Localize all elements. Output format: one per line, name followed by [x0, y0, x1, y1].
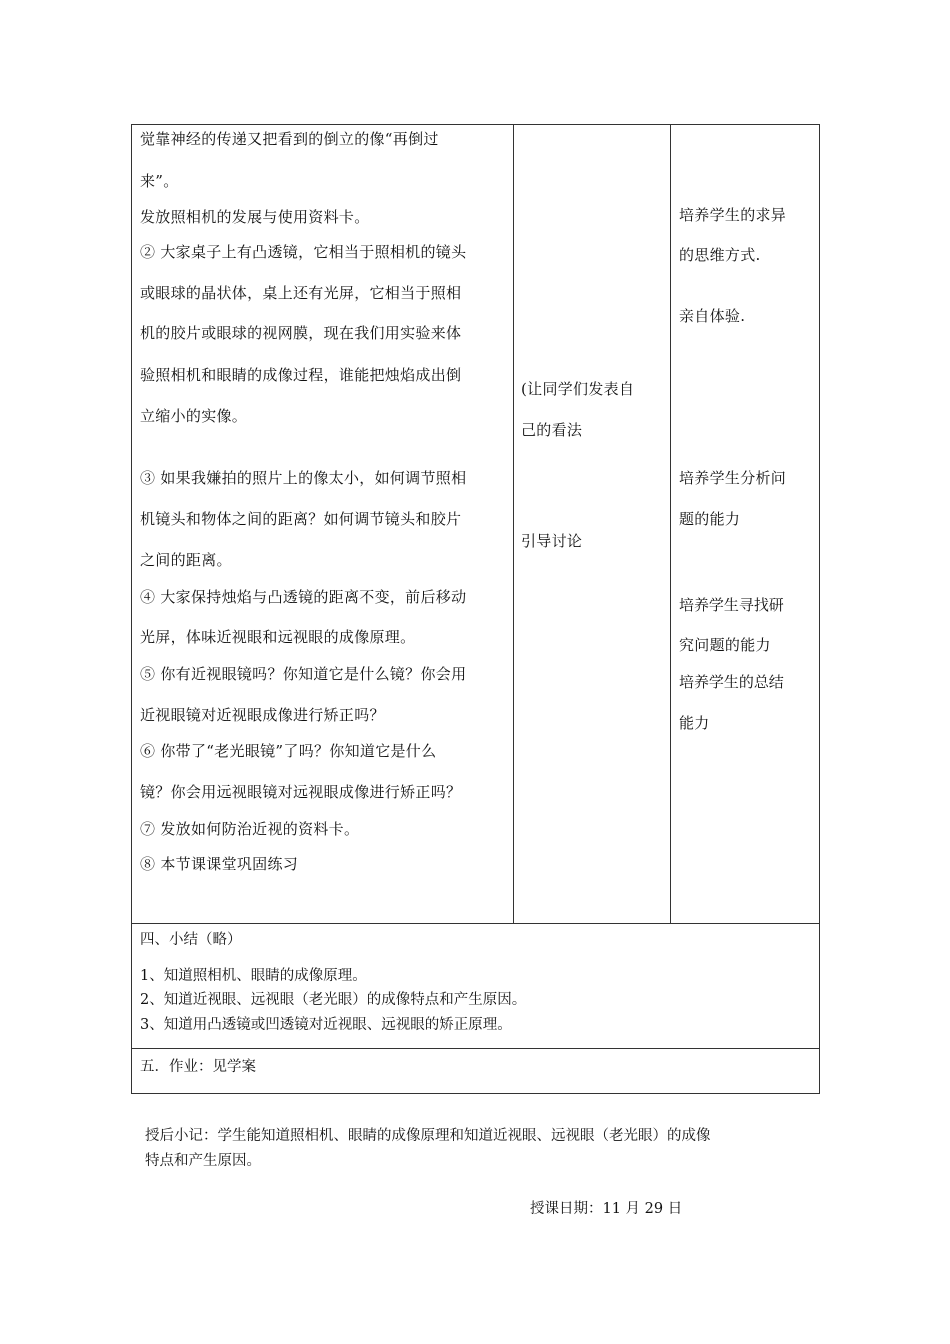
process-line: 之间的距离。 — [140, 551, 232, 569]
process-line: 光屏，体味近视眼和远视眼的成像原理。 — [140, 628, 416, 646]
process-line: ③ 如果我嫌拍的照片上的像太小，如何调节照相 — [140, 469, 467, 487]
row-divider-summary — [132, 923, 819, 924]
intent-line: 培 养 学 生 的 总 结 — [679, 673, 782, 691]
intent-line: 培养学生的求异 — [679, 206, 787, 224]
process-line: ⑥ 你带了“老光眼镜”了吗？你知道它是什么 — [140, 742, 437, 760]
summary-item: 3、知道用凸透镜或凹透镜对近视眼、远视眼的矫正原理。 — [140, 1017, 512, 1033]
summary-item: 2、知道近视眼、远视眼（老光眼）的成像特点和产生原因。 — [140, 992, 527, 1008]
reflection-line: 特点和产生原因。 — [145, 1153, 261, 1169]
row-divider-homework — [132, 1048, 819, 1049]
process-line: 立缩小的实像。 — [140, 407, 248, 425]
intent-line: 亲自体验. — [679, 307, 746, 325]
activity-line: (让同学们发表自 — [521, 380, 635, 398]
process-line: 觉靠神经的传递又把看到的倒立的像“再倒过 — [140, 130, 439, 148]
activity-line: 引导讨论 — [521, 532, 583, 550]
summary-item: 1、知道照相机、眼睛的成像原理。 — [140, 968, 367, 984]
process-line: ⑤ 你有近视眼镜吗？你知道它是什么镜？你会用 — [140, 665, 467, 683]
summary-title: 四、小结（略） — [140, 932, 242, 948]
lesson-date: 授课日期：11 月 29 日 — [530, 1201, 683, 1217]
activity-line: 己的看法 — [521, 421, 583, 439]
column-divider-2 — [670, 125, 671, 923]
process-line: ④ 大家保持烛焰与凸透镜的距离不变，前后移动 — [140, 588, 467, 606]
process-line: 机镜头和物体之间的距离？如何调节镜头和胶片 — [140, 510, 462, 528]
process-line: 验照相机和眼睛的成像过程，谁能把烛焰成出倒 — [140, 366, 462, 384]
process-line: ⑦ 发放如何防治近视的资料卡。 — [140, 820, 360, 838]
process-line: 发放照相机的发展与使用资料卡。 — [140, 208, 370, 226]
process-line: 镜？你会用远视眼镜对远视眼成像进行矫正吗？ — [140, 783, 462, 801]
intent-line: 培养学生分析问 — [679, 469, 787, 487]
homework-text: 五．作业：见学案 — [140, 1059, 256, 1075]
column-divider-1 — [513, 125, 514, 923]
process-line: 机的胶片或眼球的视网膜，现在我们用实验来体 — [140, 324, 462, 342]
process-line: 近视眼镜对近视眼成像进行矫正吗？ — [140, 706, 385, 724]
reflection-line: 授后小记：学生能知道照相机、眼睛的成像原理和知道近视眼、远视眼（老光眼）的成像 — [145, 1128, 711, 1144]
intent-line: 的思维方式. — [679, 246, 761, 264]
intent-line: 培 养 学 生 寻 找 研 — [679, 596, 782, 614]
process-line: ⑧ 本节课课堂巩固练习 — [140, 855, 299, 873]
intent-line: 究问题的能力 — [679, 636, 771, 654]
process-line: ② 大家桌子上有凸透镜，它相当于照相机的镜头 — [140, 243, 467, 261]
process-line: 或眼球的晶状体，桌上还有光屏，它相当于照相 — [140, 284, 462, 302]
process-line: 来”。 — [140, 172, 179, 190]
intent-line: 题的能力 — [679, 510, 741, 528]
intent-line: 能力 — [679, 714, 710, 732]
